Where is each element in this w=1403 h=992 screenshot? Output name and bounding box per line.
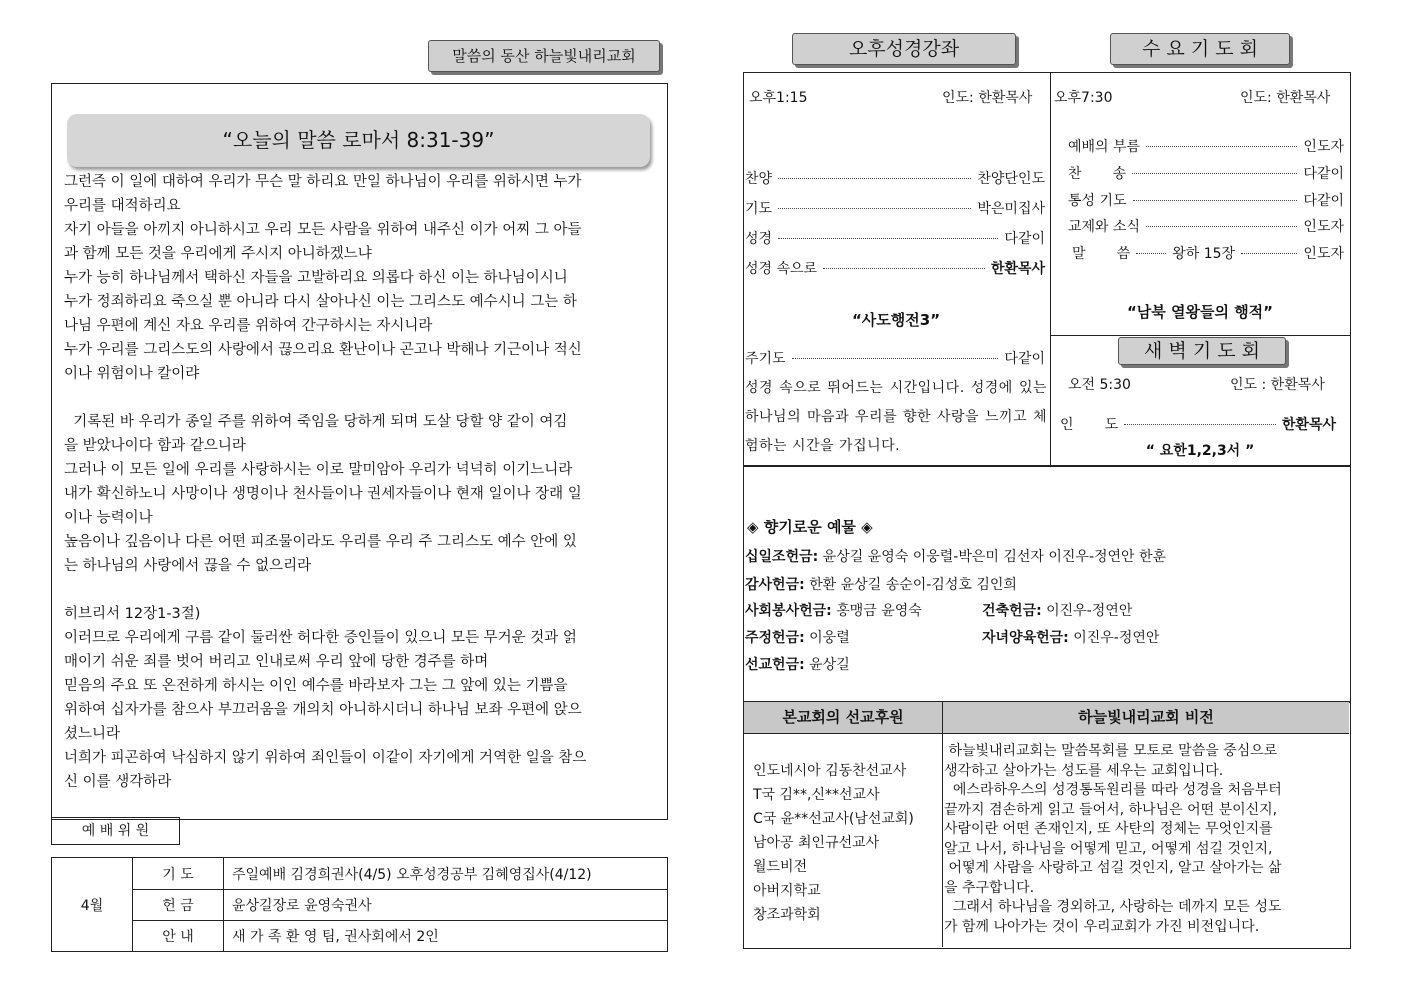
scripture-line: 그러나 이 모든 일에 우리를 사랑하시는 이로 말미암아 우리가 넉넉히 이기느니라 [64,462,573,478]
afternoon-item: 성경 속으로 한환목사 [745,261,1045,277]
wednesday-prayer-tag: 수 요 기 도 회 [1110,33,1290,65]
offerings-heading: ◈ 향기로운 예물 ◈ [747,518,873,536]
scripture-line: 그런즉 이 일에 대하여 우리가 무슨 말 하리요 만일 하나님이 우리를 위하시면 누가 [64,174,582,190]
committee-row [52,890,668,921]
scripture-line: 누가 능히 하나님께서 택하신 자들을 고발하리요 의롭다 하신 이는 하나님이시니 [64,270,568,286]
vision-text [944,742,1348,937]
scripture-line [64,578,654,602]
wednesday-time: 오후7:30 [1054,90,1113,106]
afternoon-leader: 인도: 한환목사 [942,90,1033,106]
wednesday-item: 찬 송 다같이 [1068,166,1344,182]
afternoon-closing: 주기도 다같이 [745,351,1045,367]
vision-line: 끝까지 겸손하게 읽고 들어서, 하나님은 어떤 분이신지, [944,801,1278,818]
scripture-line: 나님 우편에 계신 자요 우리를 위하여 간구하시는 자시니라 [64,318,433,334]
mission-divider [942,701,943,947]
wednesday-leader: 인도: 한환목사 [1240,90,1331,106]
wednesday-item: 예배의 부름 인도자 [1068,139,1344,155]
scripture-title: “오늘의 말씀 로마서 8:31-39” [222,128,495,152]
afternoon-item: 기도 박은미집사 [745,201,1045,217]
scripture-line: 이나 능력이나 [64,510,153,526]
dawn-item: 인 도 한환목사 [1060,417,1336,433]
vision-line: 가 함께 나아가는 것이 우리교회가 가진 비전입니다. [944,918,1260,935]
mission-item: 창조과학회 [753,907,821,923]
committee-detail: 윤상길장로 윤영숙권사 [224,890,668,921]
dawn-theme: “ 요한1,2,3서 ” [1145,443,1255,459]
wednesday-item: 통성 기도 다같이 [1068,193,1344,209]
committee-role: 안 내 [133,921,224,952]
schedule-divider [1050,72,1051,465]
offering-line: 선교헌금: 윤상길 [745,657,850,673]
vision-line: 생각하고 살아가는 성도를 세우는 교회입니다. [944,762,1224,779]
mission-item: 인도네시아 김동찬선교사 [753,763,907,779]
committee-month: 4월 [52,858,133,952]
afternoon-theme: “사도행전3” [851,311,941,329]
mission-item: 아버지학교 [753,883,821,899]
wednesday-item: 교제와 소식 인도자 [1068,219,1344,235]
vision-line: 그래서 하나님을 경외하고, 사랑하는 데까지 모든 성도 [944,899,1282,915]
vision-line: 하늘빛내리교회는 말씀목회를 모토로 말씀을 중심으로 [944,743,1278,759]
scripture-line: 을 받았나이다 함과 같으니라 [64,438,246,454]
offering-line: 감사헌금: 한환 윤상길 송순이-김성호 김인희 [745,577,1017,593]
mission-item: 남아공 최인규선교사 [753,835,880,851]
scripture-line: 누가 정죄하리요 죽으실 뿐 아니라 다시 살아나신 이는 그리스도 예수시니 그는 하 [64,294,577,310]
mission-item: 월드비전 [753,859,808,875]
scripture-line: 과 함께 모든 것을 우리에게 주시지 아니하겠느냐 [64,246,372,262]
afternoon-study-tag: 오후성경강좌 [792,33,1016,65]
scripture-text [64,170,654,794]
scripture-line: 높음이나 깊음이나 다른 어떤 피조물이라도 우리를 우리 주 그리스도 예수 안에 있 [64,534,577,550]
scripture-line: 는 하나님의 사랑에서 끊을 수 없으리라 [64,558,312,574]
dawn-time: 오전 5:30 [1068,377,1131,393]
scripture-line: 누가 우리를 그리스도의 사랑에서 끊으리요 환난이나 곤고나 박해나 기근이나 적신 [64,342,582,358]
offering-line: 사회봉사헌금: 홍맹금 윤영숙 [745,603,922,619]
church-name-tag: 말씀의 동산 하늘빛내리교회 [428,40,660,72]
dawn-divider [1050,335,1350,336]
scripture-line: 매이기 쉬운 죄를 벗어 버리고 인내로써 우리 앞에 당한 경주를 하며 [64,654,489,670]
committee-role: 기 도 [133,858,224,890]
vision-line: 알고 나서, 하나님을 어떻게 믿고, 어떻게 섬길 것인지, [944,840,1273,857]
scripture-line: 믿음의 주요 또 온전하게 하시는 이인 예수를 바라보자 그는 그 앞에 있는 기쁨을 [64,678,568,694]
afternoon-time: 오후1:15 [749,90,808,106]
offering-line: 건축헌금: 이진우-정연안 [982,603,1133,619]
committee-row [52,858,668,890]
scripture-line: 위하여 십자가를 참으사 부끄러움을 개의치 아니하시더니 하나님 보좌 우편에 앉으 [64,702,582,718]
dawn-prayer-tag: 새 벽 기 도 회 [1118,337,1286,365]
scripture-line [64,386,654,410]
scripture-title-banner [67,114,650,167]
committee-row [52,921,668,952]
scripture-line: 너희가 피곤하여 낙심하지 않기 위하여 죄인들이 이같이 자기에게 거역한 일을 참으 [64,750,587,766]
missions-list [753,759,914,927]
committee-detail: 새 가 족 환 영 팀, 권사회에서 2인 [224,921,668,952]
afternoon-note: 성경 속으로 뛰어드는 시간입니다. 성경에 있는 하나님의 마음과 우리를 향한 사랑을 느끼고 체험하는 시간을 가집니다. [745,380,1047,454]
vision-line: 어떻게 사람을 사랑하고 섬길 것인지, 알고 살아가는 삶 [944,860,1282,876]
committee-label: 예 배 위 원 [51,817,180,845]
vision-heading: 하늘빛내리교회 비전 [943,702,1349,734]
offering-line: 자녀양육헌금: 이진우-정연안 [982,630,1160,646]
afternoon-item: 찬양 찬양단인도 [745,171,1045,187]
scripture-line: 히브리서 12장1-3절) [64,606,201,622]
scripture-line: 이러므로 우리에게 구름 같이 둘러싼 허다한 증인들이 있으니 모든 무거운 것과 얽 [64,630,577,646]
offering-line: 십일조헌금: 윤상길 윤영숙 이웅렬-박은미 김선자 이진우-정연안 한훈 [745,549,1167,565]
scripture-line: 셨느니라 [64,726,121,742]
vision-line: 에스라하우스의 성경통독원리를 따라 성경을 처음부터 [944,782,1282,798]
scripture-line: 기록된 바 우리가 종일 주를 위하여 죽임을 당하게 되며 도살 당할 양 같이 여김 [64,414,568,430]
wednesday-theme: “남북 열왕들의 행적” [1126,303,1274,321]
scripture-line: 이나 위험이나 칼이랴 [64,366,200,382]
dawn-leader: 인도 : 한환목사 [1230,377,1325,393]
committee-detail: 주일예배 김경희권사(4/5) 오후성경공부 김혜영집사(4/12) [224,858,668,890]
vision-line: 사람이란 어떤 존재인지, 또 사탄의 정체는 무엇인지를 [944,821,1273,837]
afternoon-item: 성경 다같이 [745,231,1045,247]
vision-line: 을 추구합니다. [944,879,1035,896]
committee-role: 헌 금 [133,890,224,921]
missions-heading: 본교회의 선교후원 [744,702,942,734]
scripture-line: 우리를 대적하리요 [64,198,181,214]
mission-item: T국 김**,신**선교사 [753,787,880,803]
scripture-line: 내가 확신하노니 사망이나 생명이나 천사들이나 권세자들이나 현재 일이나 장래 일 [64,486,582,502]
wednesday-item: 말 씀 왕하 15장 인도자 [1072,246,1344,262]
committee-table [51,857,668,952]
mission-item: C국 윤**선교사(남선교회) [753,811,914,827]
scripture-line: 신 이를 생각하라 [64,774,172,790]
offering-line: 주정헌금: 이웅렬 [745,630,850,646]
scripture-line: 자기 아들을 아끼지 아니하시고 우리 모든 사람을 위하여 내주신 이가 어찌 그 아들 [64,222,582,238]
